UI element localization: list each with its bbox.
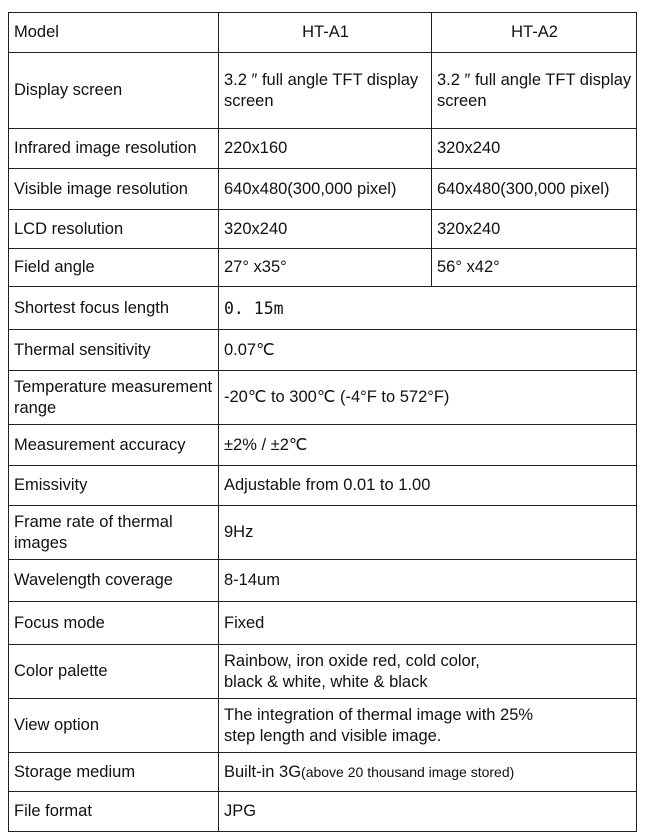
row-temperature-range — [9, 371, 637, 425]
row-file-format — [9, 792, 637, 832]
row-shortest-focus — [9, 287, 637, 330]
row-frame-rate — [9, 506, 637, 560]
value-temperature-range: -20℃ to 300℃ (-4°F to 572°F) — [219, 371, 637, 425]
spec-sheet — [8, 12, 636, 832]
row-color-palette — [9, 645, 637, 699]
label-wavelength: Wavelength coverage — [9, 560, 219, 602]
label-frame-rate: Frame rate of thermal images — [9, 506, 219, 560]
header-ht-a2: HT-A2 — [432, 13, 637, 53]
value-thermal-sensitivity: 0.07℃ — [219, 330, 637, 371]
label-view-option: View option — [9, 699, 219, 753]
label-temperature-range: Temperature measurement range — [9, 371, 219, 425]
row-focus-mode — [9, 602, 637, 645]
row-display-screen — [9, 53, 637, 129]
row-view-option — [9, 699, 637, 753]
label-focus-mode: Focus mode — [9, 602, 219, 645]
value-emissivity: Adjustable from 0.01 to 1.00 — [219, 466, 637, 506]
row-infrared-resolution — [9, 129, 637, 169]
row-visible-resolution — [9, 169, 637, 210]
row-wavelength — [9, 560, 637, 602]
header-ht-a1: HT-A1 — [219, 13, 432, 53]
label-color-palette: Color palette — [9, 645, 219, 699]
value-visible-resolution-a2: 640x480(300,000 pixel) — [432, 169, 637, 210]
value-view-option: The integration of thermal image with 25% step length and visible image. — [219, 699, 637, 753]
value-storage-medium — [219, 753, 637, 792]
label-emissivity: Emissivity — [9, 466, 219, 506]
row-storage-medium — [9, 753, 637, 792]
label-display-screen: Display screen — [9, 53, 219, 129]
row-field-angle — [9, 249, 637, 287]
label-file-format: File format — [9, 792, 219, 832]
storage-note: (above 20 thousand image stored) — [301, 763, 515, 780]
label-shortest-focus: Shortest focus length — [9, 287, 219, 330]
value-file-format: JPG — [219, 792, 637, 832]
value-visible-resolution-a1: 640x480(300,000 pixel) — [219, 169, 432, 210]
label-measurement-accuracy: Measurement accuracy — [9, 425, 219, 466]
label-visible-resolution: Visible image resolution — [9, 169, 219, 210]
row-lcd-resolution — [9, 210, 637, 249]
value-frame-rate: 9Hz — [219, 506, 637, 560]
row-thermal-sensitivity — [9, 330, 637, 371]
header-model: Model — [9, 13, 219, 53]
value-focus-mode: Fixed — [219, 602, 637, 645]
value-lcd-resolution-a2: 320x240 — [432, 210, 637, 249]
row-emissivity — [9, 466, 637, 506]
value-shortest-focus: 0. 15m — [219, 287, 637, 330]
value-field-angle-a1: 27° x35° — [219, 249, 432, 287]
value-color-palette: Rainbow, iron oxide red, cold color, black & white, white & black — [219, 645, 637, 699]
value-infrared-resolution-a1: 220x160 — [219, 129, 432, 169]
value-infrared-resolution-a2: 320x240 — [432, 129, 637, 169]
label-field-angle: Field angle — [9, 249, 219, 287]
header-row — [9, 13, 637, 53]
value-lcd-resolution-a1: 320x240 — [219, 210, 432, 249]
value-display-screen-a1: 3.2 ″ full angle TFT display screen — [219, 53, 432, 129]
value-wavelength: 8-14um — [219, 560, 637, 602]
storage-capacity: Built-in 3G — [224, 762, 302, 781]
value-measurement-accuracy: ±2% / ±2℃ — [219, 425, 637, 466]
row-measurement-accuracy — [9, 425, 637, 466]
label-infrared-resolution: Infrared image resolution — [9, 129, 219, 169]
value-display-screen-a2: 3.2 ″ full angle TFT display screen — [432, 53, 637, 129]
label-storage-medium: Storage medium — [9, 753, 219, 792]
label-thermal-sensitivity: Thermal sensitivity — [9, 330, 219, 371]
spec-table — [8, 12, 637, 832]
label-lcd-resolution: LCD resolution — [9, 210, 219, 249]
value-field-angle-a2: 56° x42° — [432, 249, 637, 287]
